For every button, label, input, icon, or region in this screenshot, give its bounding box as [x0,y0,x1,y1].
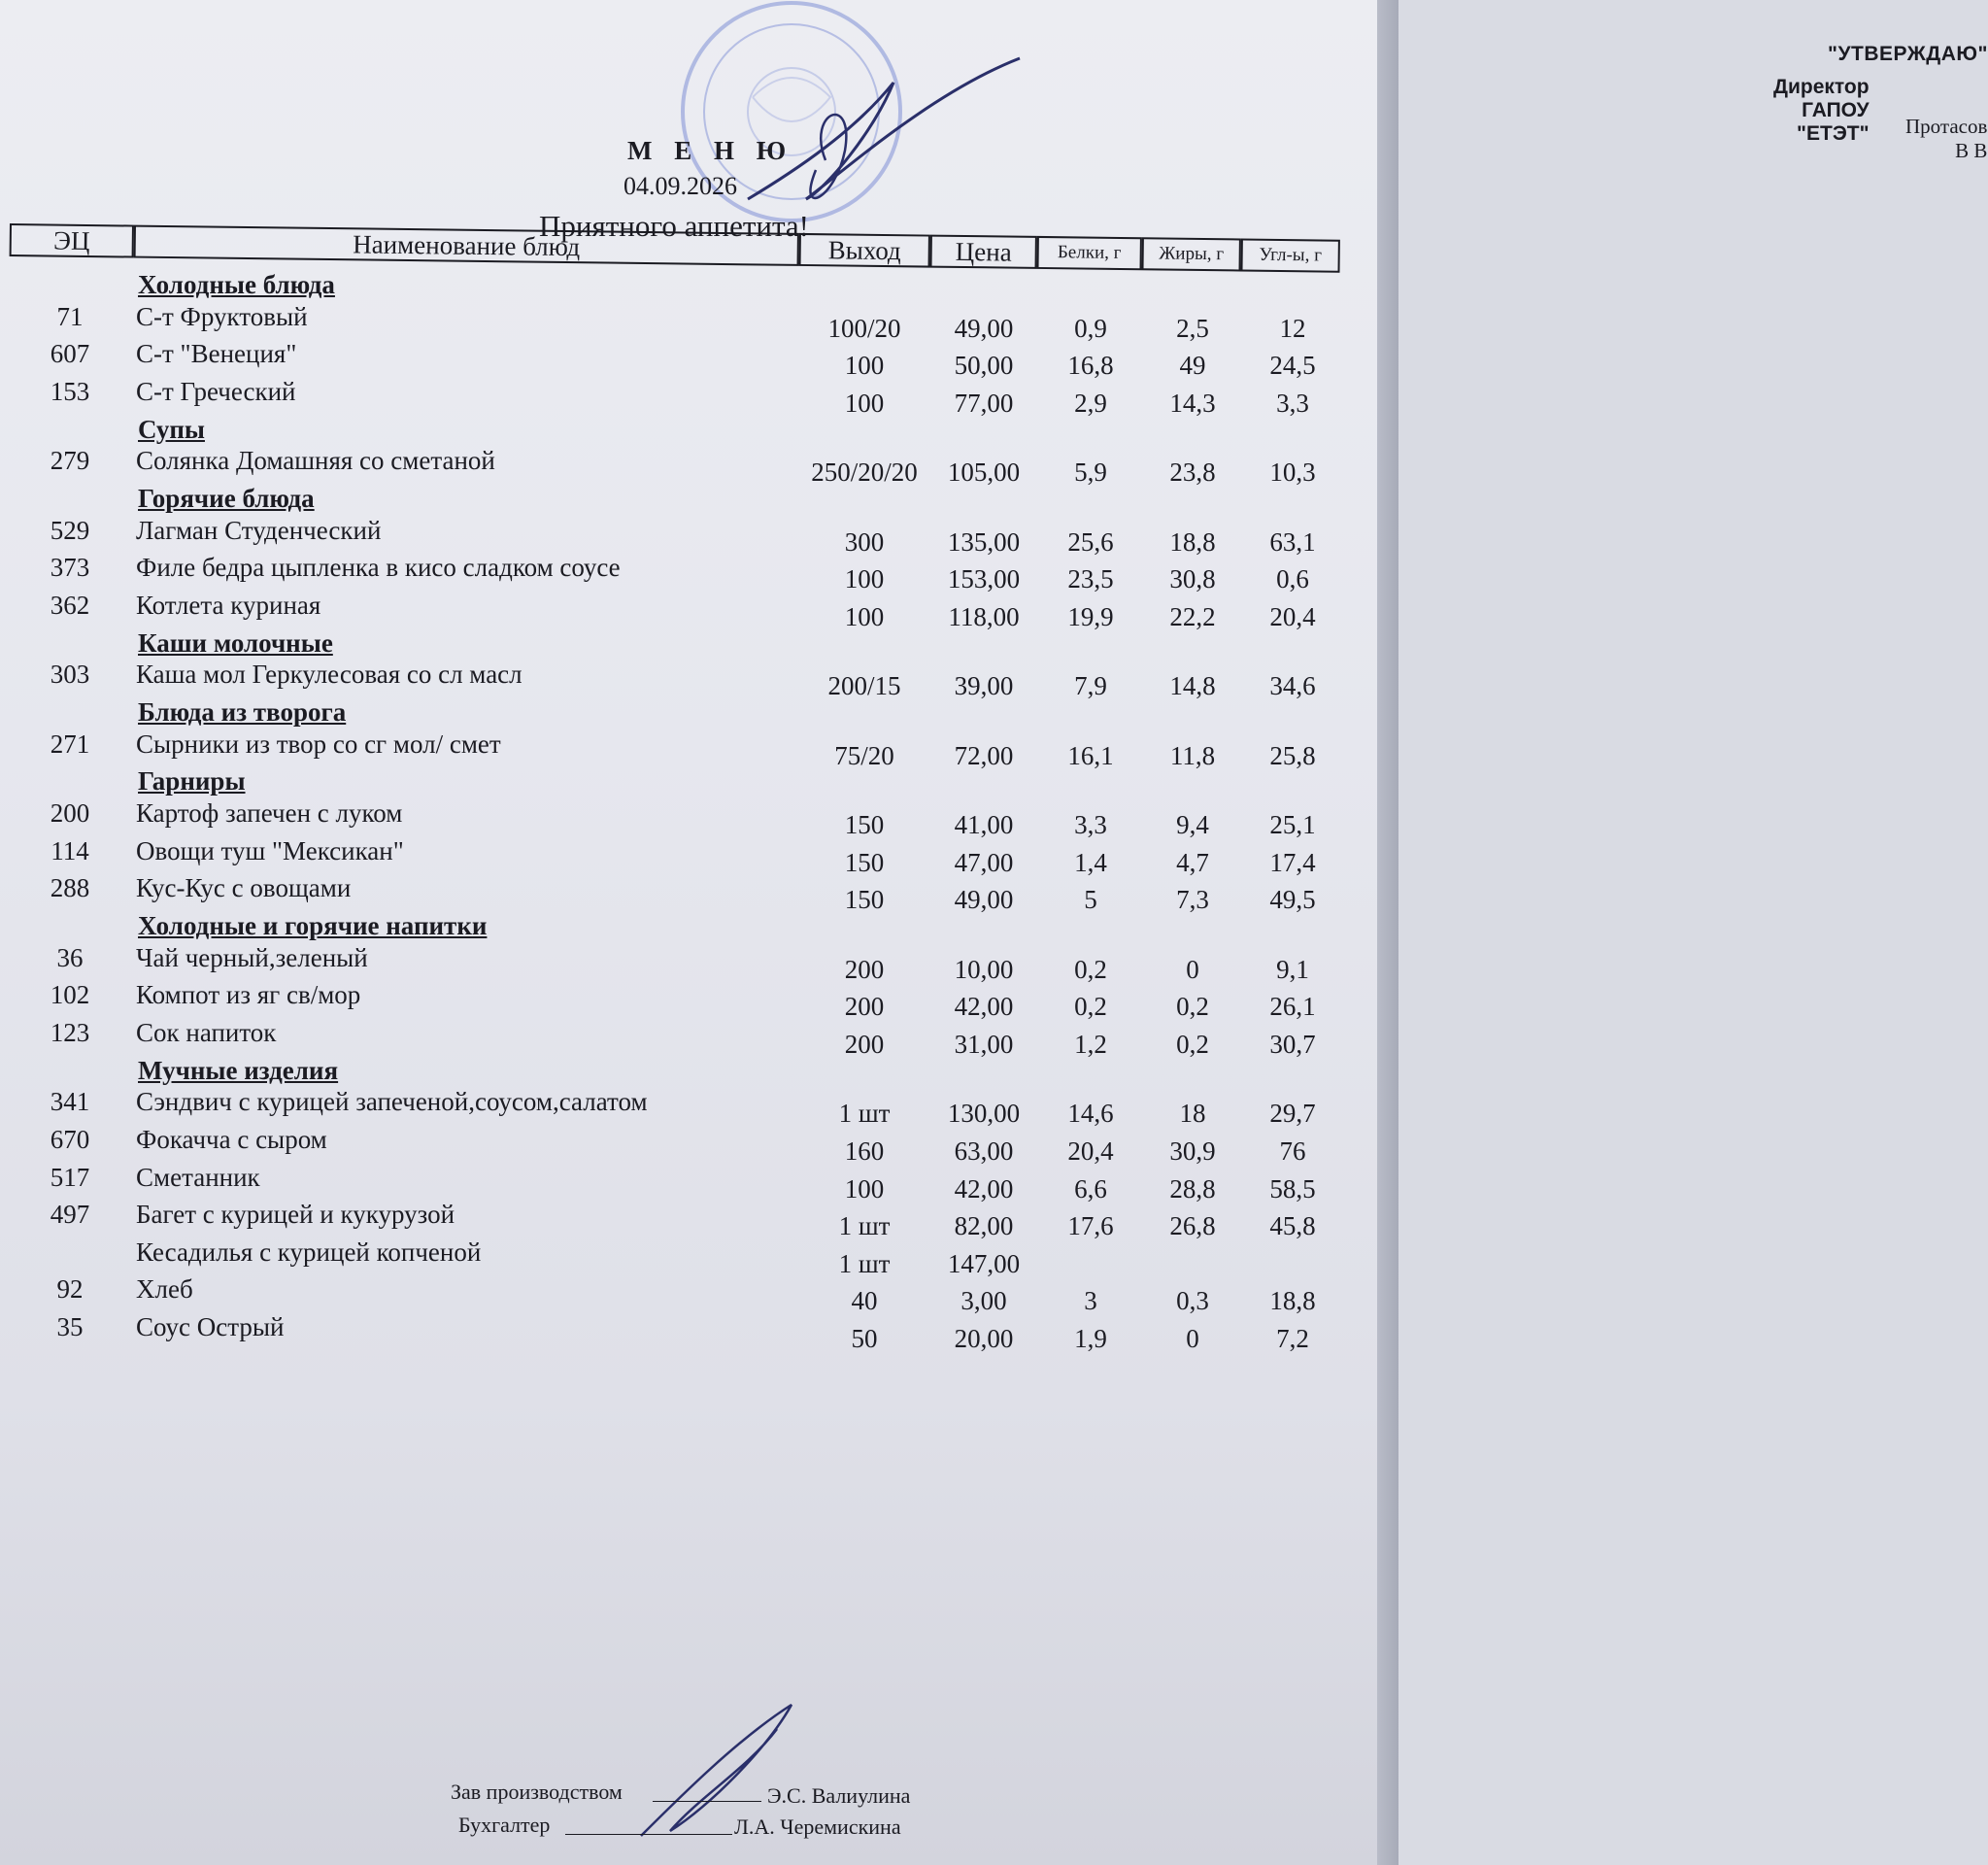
item-yield: 40 [851,1286,878,1316]
item-name: Соус Острый [136,1312,285,1342]
item-price: 3,00 [960,1286,1007,1316]
item-price: 49,00 [954,885,1014,915]
item-code: 114 [51,835,89,865]
item-name: Котлета куриная [136,591,321,621]
col-protein: Белки, г [1037,236,1142,270]
footer-production-name: Э.С. Валиулина [767,1783,911,1808]
item-code: 373 [50,553,90,583]
item-yield: 1 шт [838,1248,891,1278]
item-code: 92 [56,1274,84,1305]
item-name: Солянка Домашняя со сметаной [136,446,495,476]
section-title: Холодные блюда [138,270,335,299]
item-name: С-т Греческий [136,377,296,406]
item-code: 279 [50,446,90,476]
item-fat: 0 [1186,1324,1199,1354]
item-fat: 23,8 [1169,458,1216,488]
item-carbs: 49,5 [1269,885,1316,915]
item-carbs: 76 [1279,1136,1306,1167]
item-yield: 100 [844,602,885,632]
item-code: 271 [50,729,90,759]
item-name: Лагман Студенческий [136,515,382,545]
item-carbs: 63,1 [1269,526,1316,557]
item-price: 31,00 [954,1030,1014,1060]
item-yield: 160 [844,1136,885,1167]
item-fat: 0,2 [1176,1030,1209,1060]
section-title: Холодные и горячие напитки [138,911,488,941]
item-protein: 1,4 [1074,847,1107,877]
item-protein: 1,9 [1074,1324,1107,1354]
menu-item-row [0,1125,1377,1167]
item-price: 42,00 [954,1173,1014,1204]
item-price: 10,00 [954,954,1014,984]
item-price: 47,00 [954,847,1014,877]
menu-item-row [0,873,1377,915]
item-fat: 49 [1179,351,1206,381]
item-code: 303 [50,660,90,690]
item-carbs: 18,8 [1269,1286,1316,1316]
item-price: 153,00 [947,564,1021,594]
item-carbs: 20,4 [1269,602,1316,632]
item-protein: 3 [1084,1286,1097,1316]
item-protein: 23,5 [1067,564,1114,594]
item-protein: 3,3 [1074,810,1107,840]
item-code: 497 [50,1200,90,1230]
item-code: 517 [50,1162,90,1192]
item-name: Сок напиток [136,1018,277,1048]
item-yield: 100 [844,564,885,594]
item-code: 362 [50,591,90,621]
section-title: Гарниры [138,766,246,797]
menu-item-row [0,660,1377,701]
item-fat: 9,4 [1176,810,1209,840]
item-code: 288 [50,873,90,903]
col-carbs: Угл-ы, г [1240,238,1339,272]
item-yield: 250/20/20 [811,458,918,488]
item-yield: 300 [844,526,885,557]
item-name: Картоф запечен с луком [136,798,403,829]
item-name: Чай черный,зеленый [136,942,368,972]
item-protein: 5 [1084,885,1097,915]
item-name: Кесадилья с курицей копченой [136,1237,482,1267]
item-name: Сэндвич с курицей запеченой,соусом,салатом [136,1087,648,1117]
item-carbs: 10,3 [1269,458,1316,488]
item-carbs: 3,3 [1276,389,1309,418]
menu-item-row [0,591,1377,632]
item-carbs: 25,8 [1269,740,1316,770]
item-fat: 2,5 [1176,313,1209,343]
col-price: Цена [930,235,1037,269]
item-yield: 100/20 [827,313,901,343]
item-fat: 4,7 [1176,847,1209,877]
item-code: 153 [50,377,90,406]
item-carbs: 26,1 [1269,992,1316,1022]
menu-item-row [0,1087,1377,1129]
item-code: 607 [50,339,90,369]
item-protein: 19,9 [1067,602,1114,632]
item-protein: 0,2 [1074,954,1107,984]
item-yield: 200 [844,954,885,984]
item-fat: 7,3 [1176,885,1209,915]
item-code: 670 [50,1125,90,1155]
menu-item-row [0,515,1377,557]
item-code: 35 [56,1312,84,1342]
menu-item-row [0,1274,1377,1316]
item-yield: 150 [844,847,885,877]
item-protein: 0,2 [1074,992,1107,1022]
item-code: 123 [50,1018,90,1048]
item-price: 63,00 [954,1136,1014,1167]
menu-item-row [0,729,1377,770]
menu-item-row [0,1237,1377,1278]
approval-line-3: Протасов В В [1905,115,1988,162]
item-name: С-т Фруктовый [136,301,308,331]
menu-item-row [0,553,1377,594]
item-name: Фокачча с сыром [136,1125,327,1155]
section-title: Каши молочные [138,627,333,658]
item-price: 77,00 [954,389,1014,418]
item-code: 71 [56,301,84,331]
item-yield: 200/15 [827,671,901,701]
item-code: 529 [50,515,90,545]
item-yield: 200 [844,1030,885,1060]
approval-line-1: "УТВЕРЖДАЮ" [1828,43,1988,65]
item-price: 39,00 [954,671,1014,701]
item-protein: 17,6 [1067,1211,1114,1241]
item-name: Сырники из твор со сг мол/ смет [136,729,501,759]
item-protein: 16,8 [1067,351,1114,381]
item-name: Сметанник [136,1162,260,1192]
item-name: Овощи туш "Мексикан" [136,835,404,865]
item-yield: 50 [851,1324,878,1354]
item-fat: 30,8 [1169,564,1216,594]
menu-item-row [0,835,1377,877]
item-yield: 150 [844,885,885,915]
item-fat: 18,8 [1169,526,1216,557]
item-yield: 100 [844,389,885,418]
item-carbs: 30,7 [1269,1030,1316,1060]
item-fat: 28,8 [1169,1173,1216,1204]
menu-item-row [0,798,1377,840]
menu-item-row [0,1162,1377,1204]
menu-date: 04.09.2026 [623,172,737,200]
item-code: 341 [50,1087,90,1117]
col-yield: Выход [799,233,930,268]
item-carbs: 58,5 [1269,1173,1316,1204]
item-price: 49,00 [954,313,1014,343]
footer-accountant-line [565,1834,732,1835]
item-carbs: 25,1 [1269,810,1316,840]
menu-item-row [0,1200,1377,1241]
item-protein: 20,4 [1067,1136,1114,1167]
item-price: 135,00 [947,526,1021,557]
item-fat: 18 [1179,1099,1206,1129]
item-carbs: 9,1 [1276,954,1309,984]
item-protein: 5,9 [1074,458,1107,488]
item-price: 82,00 [954,1211,1014,1241]
menu-item-row [0,339,1377,381]
item-name: Кус-Кус с овощами [136,873,352,903]
menu-item-row [0,1018,1377,1060]
item-name: Компот из яг св/мор [136,980,361,1010]
item-carbs: 24,5 [1269,351,1316,381]
item-yield: 100 [844,1173,885,1204]
item-price: 105,00 [947,458,1021,488]
item-price: 20,00 [954,1324,1014,1354]
section-title: Блюда из творога [138,697,347,728]
item-protein: 1,2 [1074,1030,1107,1060]
item-protein: 25,6 [1067,526,1114,557]
item-price: 147,00 [947,1248,1021,1278]
item-protein: 14,6 [1067,1099,1114,1129]
menu-item-row [0,1312,1377,1354]
footer-production-role: Зав производством [451,1780,623,1804]
section-title: Мучные изделия [138,1055,339,1085]
item-protein: 16,1 [1067,740,1114,770]
item-carbs: 29,7 [1269,1099,1316,1129]
menu-item-row [0,301,1377,343]
footer-accountant-name: Л.А. Черемискина [734,1814,901,1839]
item-code: 102 [50,980,90,1010]
item-yield: 100 [844,351,885,381]
menu-item-row [0,446,1377,488]
item-protein: 6,6 [1074,1173,1107,1204]
col-name: Наименование блюд [134,225,799,266]
col-fat: Жиры, г [1141,237,1240,271]
footer-accountant-role: Бухгалтер [458,1813,551,1837]
item-price: 41,00 [954,810,1014,840]
footer-production-line [653,1801,761,1802]
item-price: 42,00 [954,992,1014,1022]
item-name: С-т "Венеция" [136,339,297,369]
item-fat: 14,3 [1169,389,1216,418]
item-fat: 0 [1186,954,1199,984]
item-yield: 150 [844,810,885,840]
item-fat: 26,8 [1169,1211,1216,1241]
item-fat: 30,9 [1169,1136,1216,1167]
section-title: Супы [138,414,205,444]
item-name: Багет с курицей и кукурузой [136,1200,455,1230]
item-protein: 0,9 [1074,313,1107,343]
item-code: 200 [50,798,90,829]
item-yield: 200 [844,992,885,1022]
item-protein: 7,9 [1074,671,1107,701]
menu-item-row [0,942,1377,984]
item-carbs: 17,4 [1269,847,1316,877]
paper-edge [1377,0,1398,1865]
item-price: 50,00 [954,351,1014,381]
item-yield: 1 шт [838,1211,891,1241]
approval-line-2: Директор ГАПОУ "ЕТЭТ" [1773,76,1870,145]
item-price: 130,00 [947,1099,1021,1129]
item-yield: 1 шт [838,1099,891,1129]
item-carbs: 45,8 [1269,1211,1316,1241]
item-name: Каша мол Геркулесовая со сл масл [136,660,522,690]
item-protein: 2,9 [1074,389,1107,418]
item-fat: 22,2 [1169,602,1216,632]
item-fat: 0,2 [1176,992,1209,1022]
menu-title: М Е Н Ю [627,136,794,165]
item-fat: 0,3 [1176,1286,1209,1316]
item-price: 118,00 [948,602,1020,632]
item-fat: 14,8 [1169,671,1216,701]
greeting: Приятного аппетита! [539,209,810,243]
item-carbs: 12 [1279,313,1306,343]
item-carbs: 34,6 [1269,671,1316,701]
menu-item-row [0,980,1377,1022]
item-name: Филе бедра цыпленка в кисо сладком соусе [136,553,621,583]
item-carbs: 0,6 [1276,564,1309,594]
item-yield: 75/20 [834,740,894,770]
col-code: ЭЦ [10,223,134,258]
item-fat: 11,8 [1169,740,1216,770]
item-code: 36 [56,942,84,972]
section-title: Горячие блюда [138,484,315,514]
item-price: 72,00 [954,740,1014,770]
menu-item-row [0,377,1377,418]
item-name: Хлеб [136,1274,193,1305]
item-carbs: 7,2 [1276,1324,1309,1354]
